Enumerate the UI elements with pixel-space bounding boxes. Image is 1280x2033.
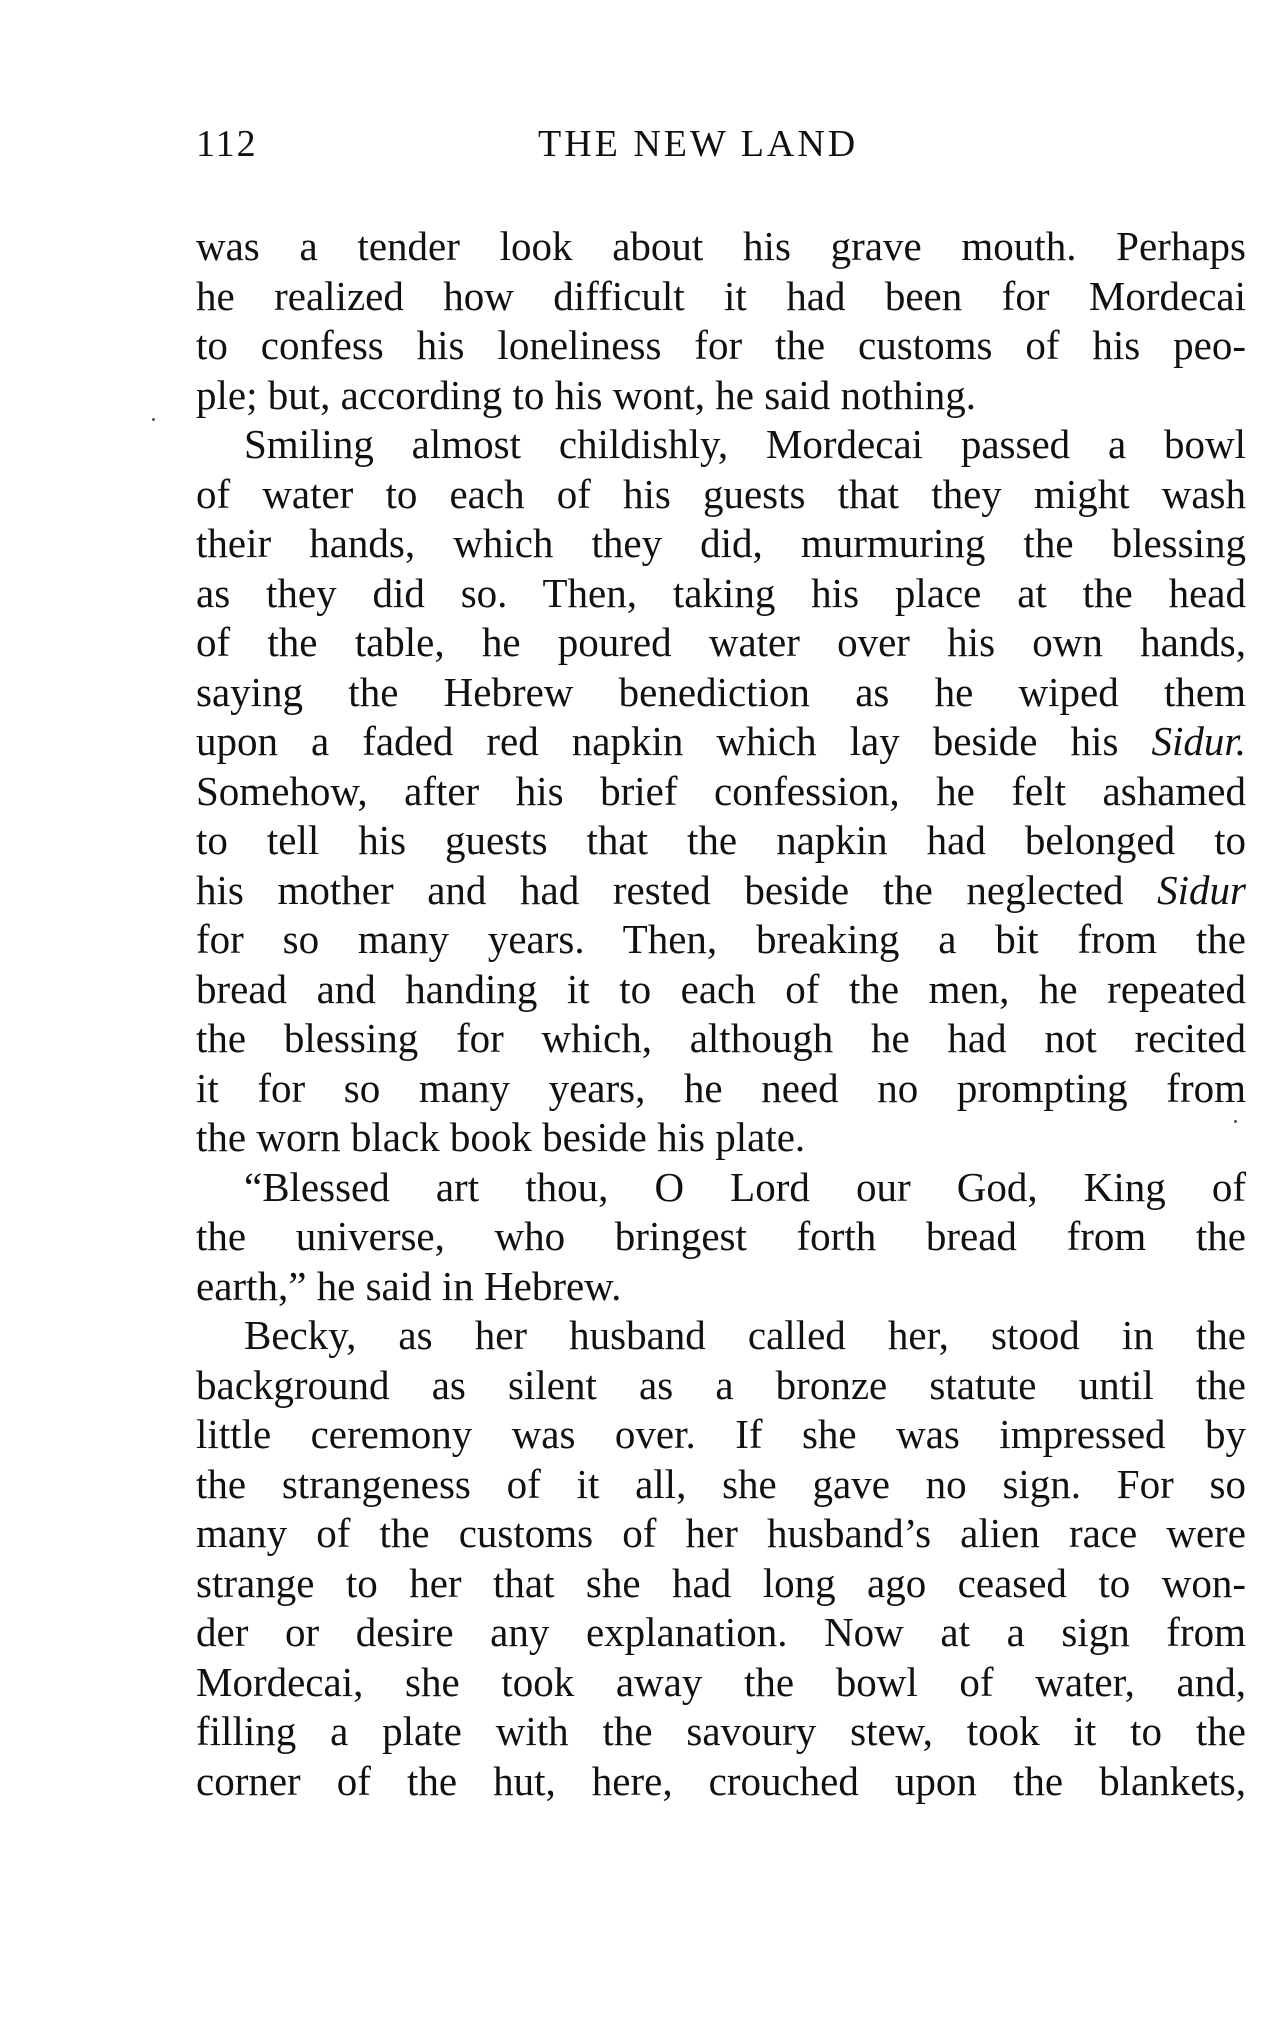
italic-term: Sidur [1157,866,1246,913]
text-line: Becky, as her husband called her, stood in the [244,1312,1246,1358]
text-line: was a tender look about his grave mouth. Perhaps [196,223,1246,269]
text-line: as they did so. Then, taking his place at the head [196,569,1246,616]
text-line: saying the Hebrew benediction as he wiped them [196,668,1246,715]
text-line: to tell his guests that the napkin had belonged to [196,817,1246,863]
print-speck [1234,1120,1237,1123]
text-line [196,866,1246,916]
running-title: THE NEW LAND [538,123,859,165]
body-text [196,222,1246,1806]
text-line: Somehow, after his brief confession, he felt ashamed [196,767,1246,814]
text-line: “Blessed art thou, O Lord our God, King of [244,1163,1246,1210]
page-header [196,122,1246,172]
text-line: little ceremony was over. If she was impressed by [196,1411,1246,1457]
text-line: of the table, he poured water over his own hands, [196,619,1246,665]
text-line: for so many years. Then, breaking a bit from the [196,916,1246,962]
text-line: the strangeness of it all, she gave no sign. For so [196,1460,1246,1507]
text-line: to confess his loneliness for the customs of his peo- [196,322,1246,368]
text-line: der or desire any explanation. Now at a sign from [196,1609,1246,1655]
text-line: earth,” he said in Hebrew. [196,1262,622,1309]
text-line: of water to each of his guests that they might wash [196,470,1246,517]
text-line: the worn black book beside his plate. [196,1114,806,1160]
text-line: strange to her that she had long ago ceased to won- [196,1559,1246,1606]
text-line: Smiling almost childishly, Mordecai passed a bowl [244,421,1246,467]
text-line: he realized how difficult it had been for Mordecai [196,272,1246,319]
print-speck [152,418,155,421]
text-segment: upon a faded red napkin which lay beside his [196,718,1152,764]
text-line: their hands, which they did, murmuring the blessing [196,520,1246,566]
italic-term: Sidur. [1151,718,1246,764]
text-line: background as silent as a bronze statute until the [196,1361,1246,1408]
text-line: many of the customs of her husband’s alien race were [196,1510,1246,1556]
text-segment: his mother and had rested beside the neglected [196,866,1158,913]
page-number: 112 [196,123,258,165]
text-line: the blessing for which, although he had not recited [196,1015,1246,1061]
text-line: Mordecai, she took away the bowl of water, and, [196,1658,1246,1705]
text-line: the universe, who bringest forth bread from the [196,1213,1246,1259]
text-line: it for so many years, he need no prompting from [196,1064,1246,1111]
text-line: ple; but, according to his wont, he said nothing. [196,371,977,418]
text-line: filling a plate with the savoury stew, took it to the [196,1708,1246,1754]
text-line: bread and handing it to each of the men, he repeated [196,965,1246,1012]
text-line: corner of the hut, here, crouched upon the blankets, [196,1757,1246,1804]
text-line [196,717,1246,767]
